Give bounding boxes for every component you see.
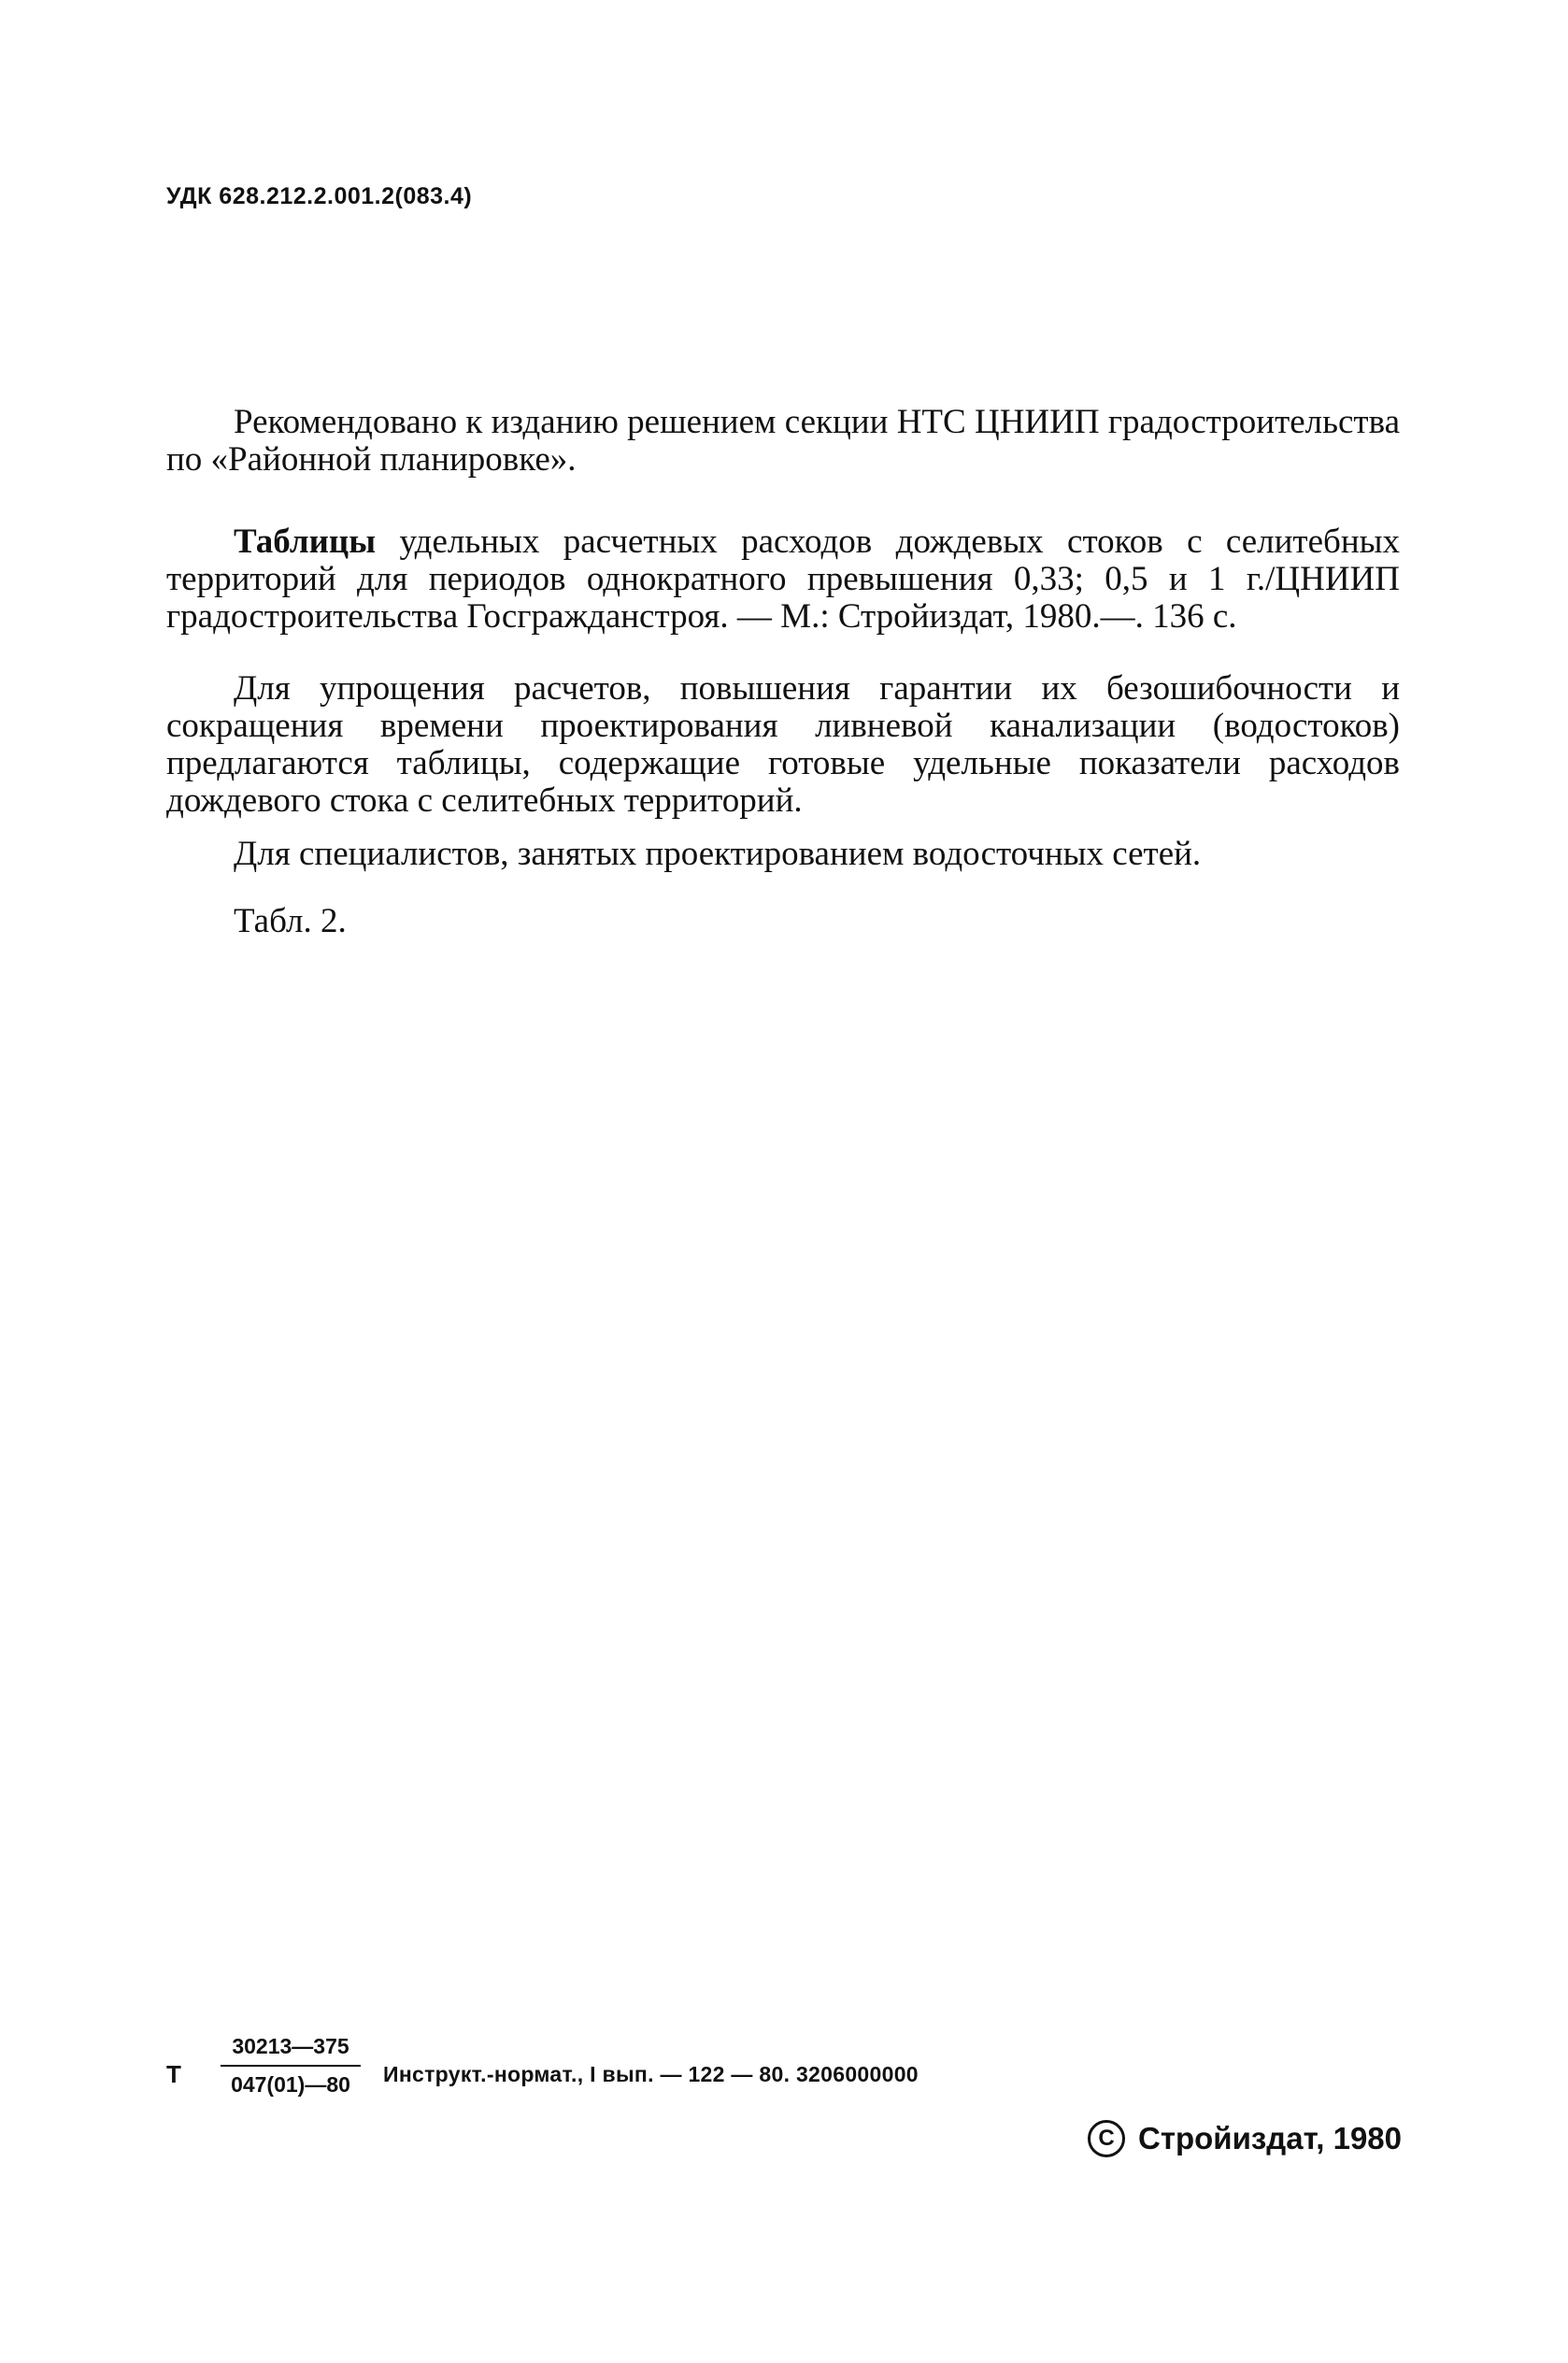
udk-code: УДК 628.212.2.001.2(083.4) (166, 183, 473, 209)
imprint-denominator: 047(01)—80 (231, 2072, 350, 2097)
publisher-imprint (166, 2034, 1400, 2109)
copyright-line (1088, 2120, 1402, 2157)
recommendation-paragraph: Рекомендовано к изданию решением секции НТС ЦНИИП градостроительства по «Районной планировке». (166, 403, 1400, 479)
bibliography-lead-word: Таблицы (234, 523, 377, 561)
imprint-details: Инструкт.-нормат., I вып. — 122 — 80. 3206000000 (383, 2062, 919, 2086)
tables-count: Табл. 2. (234, 902, 347, 940)
imprint-fraction (221, 2034, 361, 2098)
audience-paragraph: Для специалистов, занятых проектированием водосточных сетей. (234, 835, 1202, 873)
bibliography-text: удельных расчетных расходов дождевых стоков с селитебных территорий для периодов однократного превышения 0,33; 0,5 и 1 г./ЦНИИП градостроительства Госгражданстроя. — М.: Стройиздат, 1980.—. 136 с. (166, 523, 1400, 636)
copyright-icon: C (1088, 2120, 1125, 2157)
imprint-letter: Т (166, 2060, 181, 2088)
abstract-paragraph: Для упрощения расчетов, повышения гарантии их безошибочности и сокращения времени проектирования ливневой канализации (водостоков) предлагаются таблицы, содержащие готовые удельные показатели расходов дождевого стока с селитебных территорий. (166, 669, 1400, 820)
copyright-text: Стройиздат, 1980 (1137, 2121, 1402, 2155)
bibliographic-description (166, 523, 1400, 636)
imprint-numerator: 30213—375 (221, 2034, 361, 2067)
